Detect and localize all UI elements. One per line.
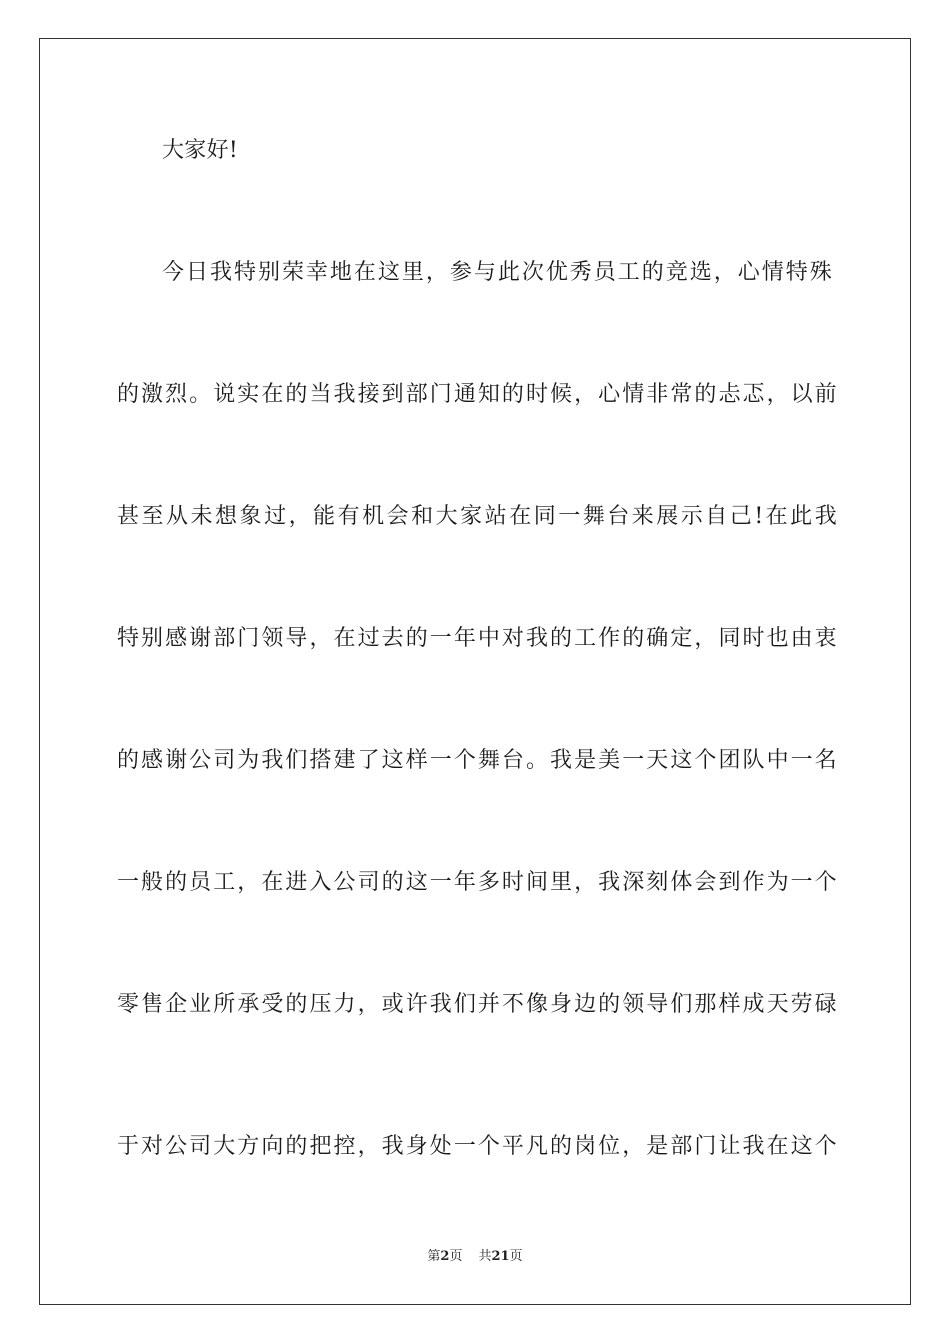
paragraph-line-6: 一般的员工，在进入公司的这一年多时间里，我深刻体会到作为一个	[117, 870, 837, 895]
paragraph-line-3: 甚至从未想象过，能有机会和大家站在同一舞台来展示自己!在此我	[117, 504, 837, 529]
page-footer	[0, 1248, 950, 1266]
page-number: 第2页	[427, 1249, 463, 1264]
page-total: 共21页	[478, 1249, 523, 1264]
page-border	[39, 38, 911, 1305]
paragraph-line-7: 零售企业所承受的压力，或许我们并不像身边的领导们那样成天劳碌	[117, 992, 837, 1017]
paragraph-line-1: 今日我特别荣幸地在这里，参与此次优秀员工的竞选，心情特殊	[162, 260, 832, 285]
paragraph-line-2: 的激烈。说实在的当我接到部门通知的时候，心情非常的忐忑，以前	[117, 382, 837, 407]
paragraph-line-8: 于对公司大方向的把控，我身处一个平凡的岗位，是部门让我在这个	[117, 1134, 837, 1159]
paragraph-line-5: 的感谢公司为我们搭建了这样一个舞台。我是美一天这个团队中一名	[117, 748, 837, 773]
paragraph-line-4: 特别感谢部门领导，在过去的一年中对我的工作的确定，同时也由衷	[117, 626, 837, 651]
greeting-line: 大家好!	[162, 138, 239, 163]
